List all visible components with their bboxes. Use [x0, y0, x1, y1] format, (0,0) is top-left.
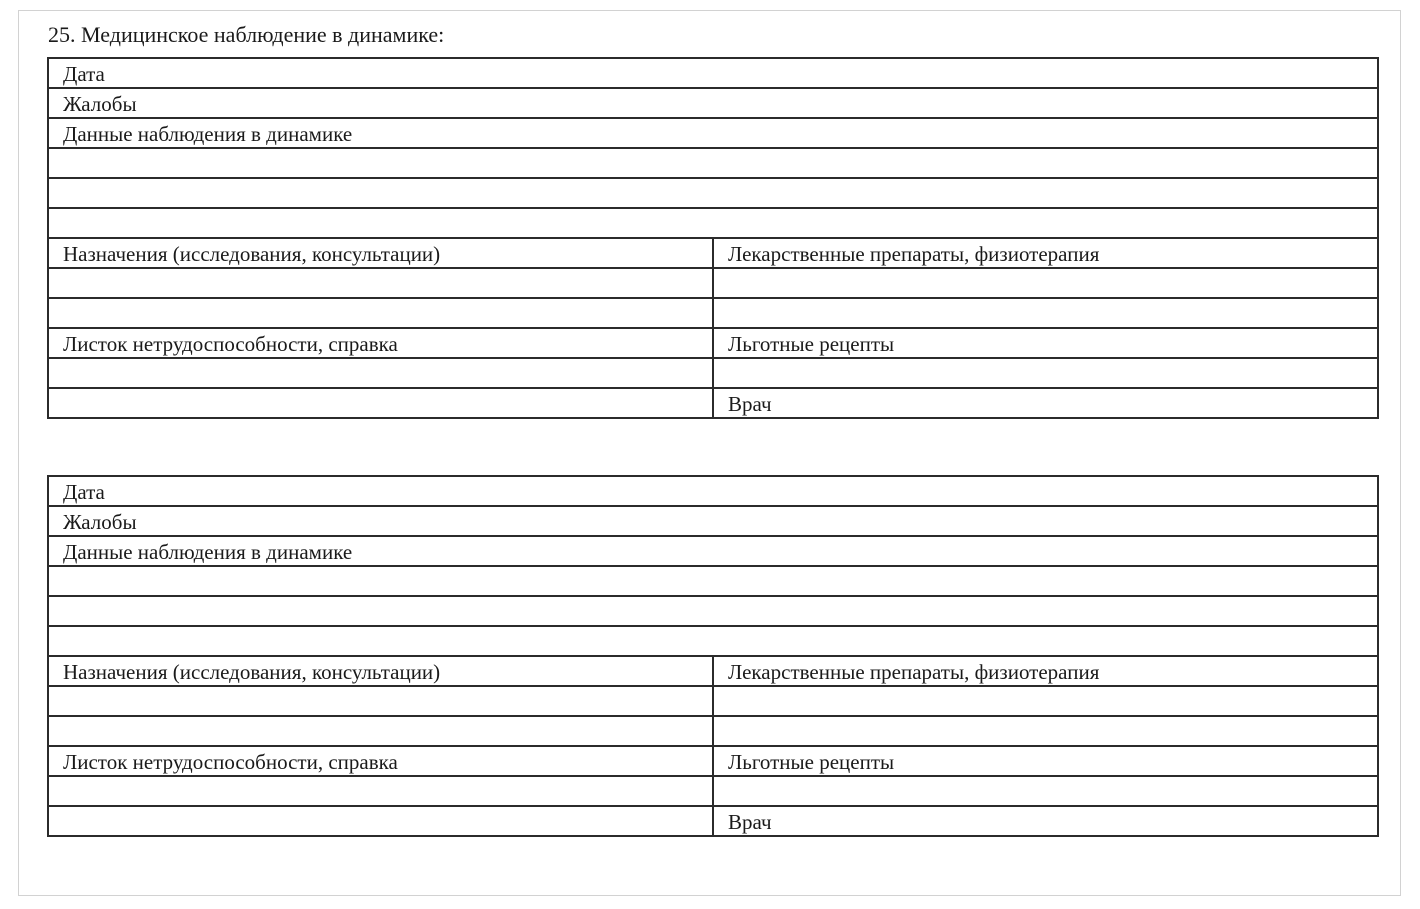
dynamics-line-field[interactable]: [48, 148, 1378, 178]
sick-leave-field[interactable]: [48, 388, 713, 418]
table-row: [48, 328, 1378, 358]
medications-field[interactable]: [713, 686, 1378, 716]
table-row: [48, 268, 1378, 298]
table-row: [48, 298, 1378, 328]
sick-leave-field[interactable]: [48, 358, 713, 388]
dynamics-line-field[interactable]: [48, 626, 1378, 656]
observation-table: [47, 57, 1379, 419]
table-row: [48, 238, 1378, 268]
table-row: [48, 476, 1378, 506]
table-row: [48, 566, 1378, 596]
table-row: [48, 358, 1378, 388]
medications-field[interactable]: [713, 268, 1378, 298]
table-row: [48, 118, 1378, 148]
table-row: [48, 88, 1378, 118]
dynamics-line-field[interactable]: [48, 566, 1378, 596]
table-row: [48, 626, 1378, 656]
sick-leave-field[interactable]: [48, 806, 713, 836]
table-row: [48, 58, 1378, 88]
prescriptions-label: Назначения (исследования, консультации): [48, 656, 713, 686]
table-row: [48, 806, 1378, 836]
complaints-label: Жалобы: [48, 88, 1378, 118]
sick-leave-field[interactable]: [48, 776, 713, 806]
preferential-prescriptions-label: Льготные рецепты: [713, 746, 1378, 776]
prescriptions-field[interactable]: [48, 268, 713, 298]
date-label: Дата: [48, 476, 1378, 506]
medications-field[interactable]: [713, 716, 1378, 746]
sick-leave-label: Листок нетрудоспособности, справка: [48, 746, 713, 776]
table-row: [48, 596, 1378, 626]
prescriptions-field[interactable]: [48, 298, 713, 328]
medications-field[interactable]: [713, 298, 1378, 328]
table-row: [48, 506, 1378, 536]
medications-label: Лекарственные препараты, физиотерапия: [713, 238, 1378, 268]
table-row: [48, 208, 1378, 238]
table-row: [48, 656, 1378, 686]
dynamics-line-field[interactable]: [48, 178, 1378, 208]
dynamics-line-field[interactable]: [48, 208, 1378, 238]
preferential-prescriptions-field[interactable]: [713, 358, 1378, 388]
table-row: [48, 178, 1378, 208]
complaints-label: Жалобы: [48, 506, 1378, 536]
table-row: [48, 388, 1378, 418]
medications-label: Лекарственные препараты, физиотерапия: [713, 656, 1378, 686]
dynamics-line-field[interactable]: [48, 596, 1378, 626]
preferential-prescriptions-label: Льготные рецепты: [713, 328, 1378, 358]
table-row: [48, 536, 1378, 566]
prescriptions-field[interactable]: [48, 716, 713, 746]
preferential-prescriptions-field[interactable]: [713, 776, 1378, 806]
doctor-label: Врач: [713, 388, 1378, 418]
dynamics-label: Данные наблюдения в динамике: [48, 118, 1378, 148]
dynamics-label: Данные наблюдения в динамике: [48, 536, 1378, 566]
prescriptions-field[interactable]: [48, 686, 713, 716]
table-row: [48, 686, 1378, 716]
table-row: [48, 776, 1378, 806]
table-row: [48, 746, 1378, 776]
prescriptions-label: Назначения (исследования, консультации): [48, 238, 713, 268]
observation-table: [47, 475, 1379, 837]
table-row: [48, 148, 1378, 178]
sick-leave-label: Листок нетрудоспособности, справка: [48, 328, 713, 358]
date-label: Дата: [48, 58, 1378, 88]
table-row: [48, 716, 1378, 746]
doctor-label: Врач: [713, 806, 1378, 836]
section-title: 25. Медицинское наблюдение в динамике:: [48, 22, 445, 47]
